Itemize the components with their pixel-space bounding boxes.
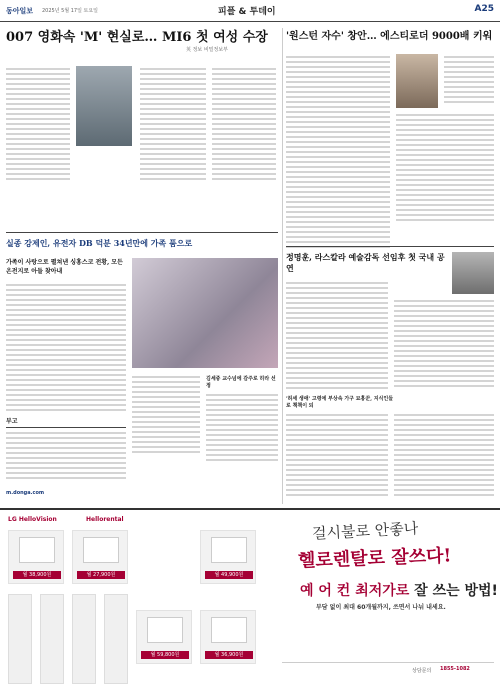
headline: 실종 강제인, 유전자 DB 덕분 34년만에 가족 품으로 xyxy=(6,238,193,248)
advertiser-logo-secondary: Hellorental xyxy=(86,516,124,523)
product-card xyxy=(200,530,256,584)
subhead: 英 정보 비밀정보부 xyxy=(186,47,228,53)
body-text xyxy=(444,56,494,103)
article-photo xyxy=(452,252,494,294)
headline: 007 영화속 'M' 현실로… MI6 첫 여성 수장 xyxy=(6,30,268,45)
ad-slogan-line4: 부담 없이 최대 60개월까지, 쓰면서 나눠 내세요. xyxy=(316,604,446,611)
aircon-unit-icon xyxy=(211,537,247,563)
body-text xyxy=(394,300,494,387)
standing-aircon-image xyxy=(40,594,64,684)
site-url[interactable]: m.donga.com xyxy=(6,490,45,496)
divider xyxy=(282,28,283,504)
article-iran xyxy=(6,238,278,249)
aircon-unit-icon xyxy=(147,617,183,643)
headline: '원스턴 자수' 창안… 에스티로더 9000배 키워 xyxy=(286,31,493,42)
product-price: 월 27,900원 xyxy=(77,571,125,579)
standing-aircon-image xyxy=(104,594,128,684)
aircon-unit-icon xyxy=(19,537,55,563)
article-hw-headline: '허세 생애' 고령에 부상속 가구 묘홍꾼, 지식인들로 책책이 되 xyxy=(286,396,394,409)
aircon-unit-icon xyxy=(83,537,119,563)
product-card xyxy=(136,610,192,664)
body-text xyxy=(140,68,206,180)
section-title: 피플 & 투데이 xyxy=(218,7,276,17)
article-mi6 xyxy=(6,30,278,53)
article-photo xyxy=(76,66,132,146)
article-photo xyxy=(396,54,438,108)
ad-phone[interactable]: 1855-1082 xyxy=(440,666,470,672)
article-photo xyxy=(132,258,278,368)
publication-name: 동아일보 xyxy=(6,7,34,15)
product-price: 월 59,800원 xyxy=(141,651,189,659)
body-text xyxy=(6,68,70,180)
body-text xyxy=(286,414,388,496)
standing-aircon-image xyxy=(8,594,32,684)
product-card xyxy=(72,530,128,584)
product-price: 월 49,900원 xyxy=(205,571,253,579)
article-estee xyxy=(286,30,494,43)
publication-date: 2025년 5월 17일 토요일 xyxy=(42,8,99,14)
product-price: 월 36,900원 xyxy=(205,651,253,659)
advertiser-logo: LG HelloVision xyxy=(8,516,57,523)
standing-aircon-image xyxy=(72,594,96,684)
ad-slogan-line2: 헬로렌탈로 잘쓰다! xyxy=(297,545,452,572)
divider xyxy=(286,246,494,247)
body-text xyxy=(286,56,390,248)
divider xyxy=(6,232,278,233)
body-text xyxy=(286,282,388,389)
page-number: A25 xyxy=(474,4,494,14)
body-text xyxy=(132,376,200,453)
aircon-unit-icon xyxy=(211,617,247,643)
ad-slogan-line3: 예 어 컨 최저가로 잘 쓰는 방법! xyxy=(300,583,498,599)
ad-contact: 상담문의 1855-1082 xyxy=(282,662,494,686)
body-text xyxy=(6,284,126,411)
obituary-section: 부고 xyxy=(6,416,126,479)
headline: 정명훈, 라스칼라 예술감독 선임후 첫 국내 공연 xyxy=(286,252,445,273)
body-text xyxy=(206,394,278,461)
article-family-headline: 가족이 사랑으로 펼쳐낸 싱홍스코 전황, 모든 온전지로 아들 찾아내 xyxy=(6,259,123,275)
body-text xyxy=(212,68,276,180)
ad-slogan-line1: 걸시불로 안좋나 xyxy=(311,519,419,543)
body-text xyxy=(394,414,494,496)
page-header xyxy=(0,0,500,22)
product-card xyxy=(8,530,64,584)
product-card xyxy=(200,610,256,664)
product-price: 월 38,900원 xyxy=(13,571,61,579)
article-chung xyxy=(286,252,446,274)
body-text xyxy=(396,114,494,221)
article-kim-headline: 김세중 교수넘에 감주로 히라 선정 xyxy=(206,376,276,389)
